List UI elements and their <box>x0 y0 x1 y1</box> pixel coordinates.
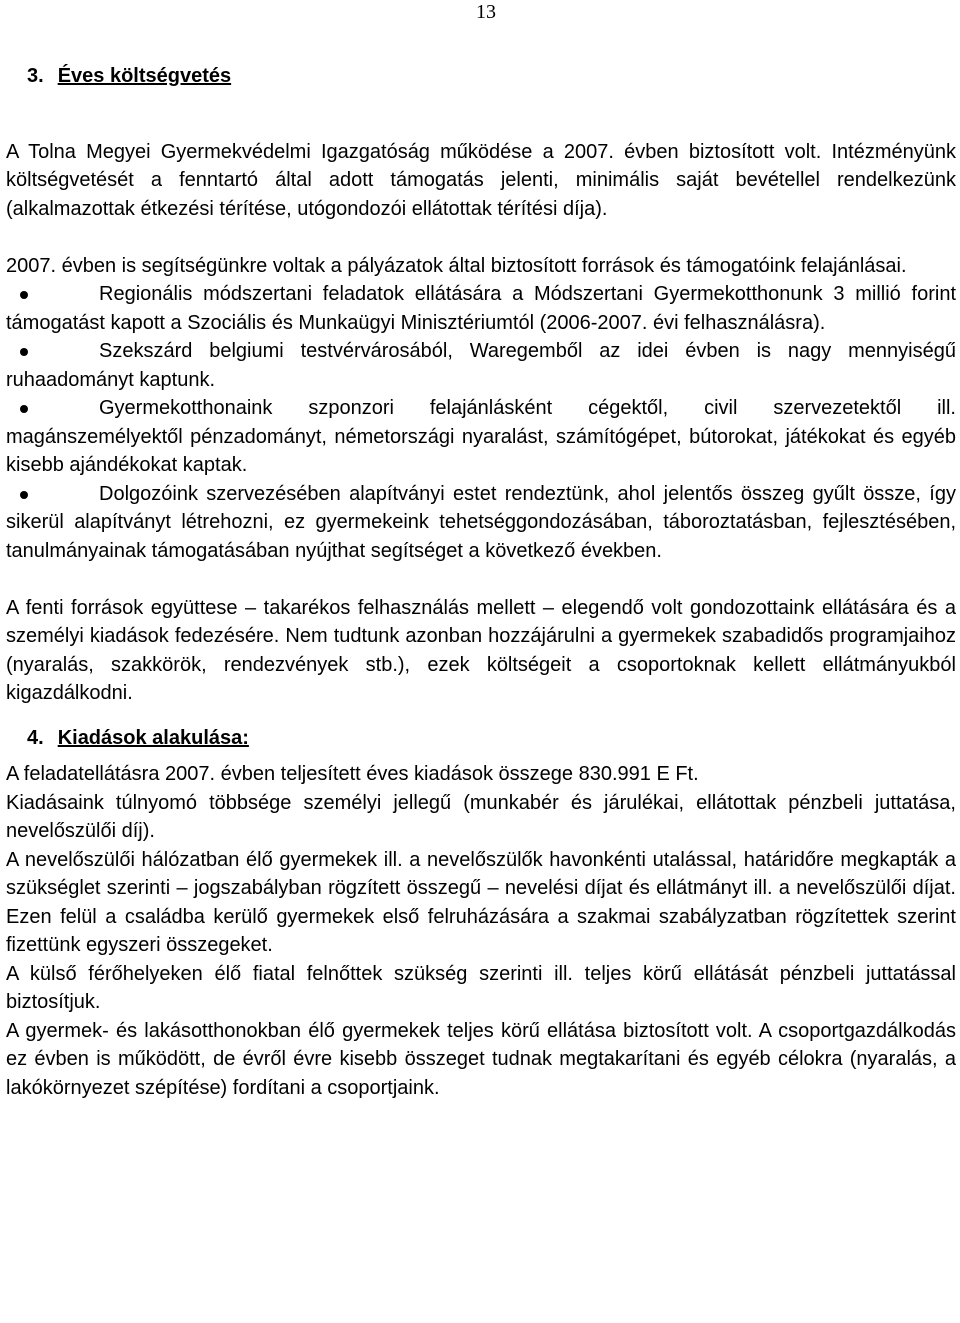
bullet-item-4 <box>6 480 956 566</box>
section-4-paragraph-5: A gyermek- és lakásotthonokban élő gyermekek teljes körű ellátása biztosított volt. A csoportgazdálkodás ez évben is működött, de évről évre kisebb összeget tudnak megtakarítani és egyéb célokra (nyaralás, a lakókörnyezet szépítése) fordítani a csoportjaink. <box>6 1019 956 1099</box>
bullet-item-3 <box>6 394 956 480</box>
bullet-text-1: Regionális módszertani feladatok ellátására a Módszertani Gyermekotthonunk 3 millió forint támogatást kapott a Szociális és Munkaügyi Minisztériumtól (2006-2007. évi felhasználásra). <box>6 283 956 334</box>
bullet-item-2 <box>6 337 956 394</box>
section-4-paragraph-3: A nevelőszülői hálózatban élő gyermekek ill. a nevelőszülők havonkénti utalással, határidőre megkapták a szükséglet szerinti – jogszabályban rögzített összegű – nevelési díjat és ellátmányt ill. a nevelőszülői díjat. Ezen felül a családba kerülő gyermekek első felruházására a szakmai szabályzatban rögzítettek szerint fizettünk egyszeri összegeket. <box>6 848 956 956</box>
section-4-number: 4. <box>27 726 44 749</box>
section-4-paragraph-1: A feladatellátásra 2007. évben teljesített éves kiadások összege 830.991 E Ft. <box>6 763 699 785</box>
section-3-paragraph-2: 2007. évben is segítségünkre voltak a pályázatok által biztosított források és támogatóink felajánlásai. <box>6 254 907 277</box>
bullet-dot-icon <box>20 348 28 356</box>
section-3-paragraph-1: A Tolna Megyei Gyermekvédelmi Igazgatóság működése a 2007. évben biztosított volt. Intézményünk költségvetését a fenntartó által adott támogatás jelenti, minimális saját bevétellel rendelkezünk (alkalmazottak étkezési térítése, utógondozói ellátottak térítési díja). <box>6 140 956 220</box>
section-3-paragraph-3: A fenti források együttese – takarékos felhasználás mellett – elegendő volt gondozottaink ellátására és a személyi kiadások fedezésére. Nem tudtunk azonban hozzájárulni a gyermekek szabadidős programjaihoz (nyaralás, szakkörök, rendezvények stb.), ezek költségeit a csoportoknak kellett ellátmányukból kigazdálkodni. <box>6 596 956 704</box>
bullet-item-1 <box>6 280 956 337</box>
section-3-number: 3. <box>27 65 44 87</box>
bullet-dot-icon <box>20 291 28 299</box>
bullet-dot-icon <box>20 405 28 413</box>
section-3-title: Éves költségvetés <box>57 65 232 87</box>
section-4-heading <box>6 724 956 753</box>
page-number: 13 <box>476 1 496 23</box>
bullet-text-4: Dolgozóink szervezésében alapítványi estet rendeztünk, ahol jelentős összeg gyűlt össze, így sikerül alapítványt létrehozni, ez gyermekeink tehetséggondozásában, táboroztatásban, fejlesztésében, tanulmányainak támogatásában nyújthat segítséget a következő években. <box>6 482 956 562</box>
section-4-title: Kiadások alakulása: <box>57 726 249 749</box>
section-4-paragraph-2: Kiadásaink túlnyomó többsége személyi jellegű (munkabér és járulékai, ellátottak pénzbeli juttatása, nevelőszülői díj). <box>6 791 956 842</box>
bullet-dot-icon <box>20 491 28 499</box>
document-body <box>6 62 956 1102</box>
section-3-heading <box>6 62 956 91</box>
section-4-paragraph-4: A külső férőhelyeken élő fiatal felnőttek szükség szerinti ill. teljes körű ellátását pénzbeli juttatással biztosítjuk. <box>6 962 956 1013</box>
bullet-text-2: Szekszárd belgiumi testvérvárosából, Waregemből az idei évben is nagy mennyiségű ruhaadományt kaptunk. <box>6 340 956 391</box>
bullet-text-3: Gyermekotthonaink szponzori felajánlásként cégektől, civil szervezetektől ill. magánszemélyektől pénzadományt, németországi nyaralást, számítógépet, bútorokat, játékokat és egyéb kisebb ajándékokat kaptak. <box>6 397 956 476</box>
